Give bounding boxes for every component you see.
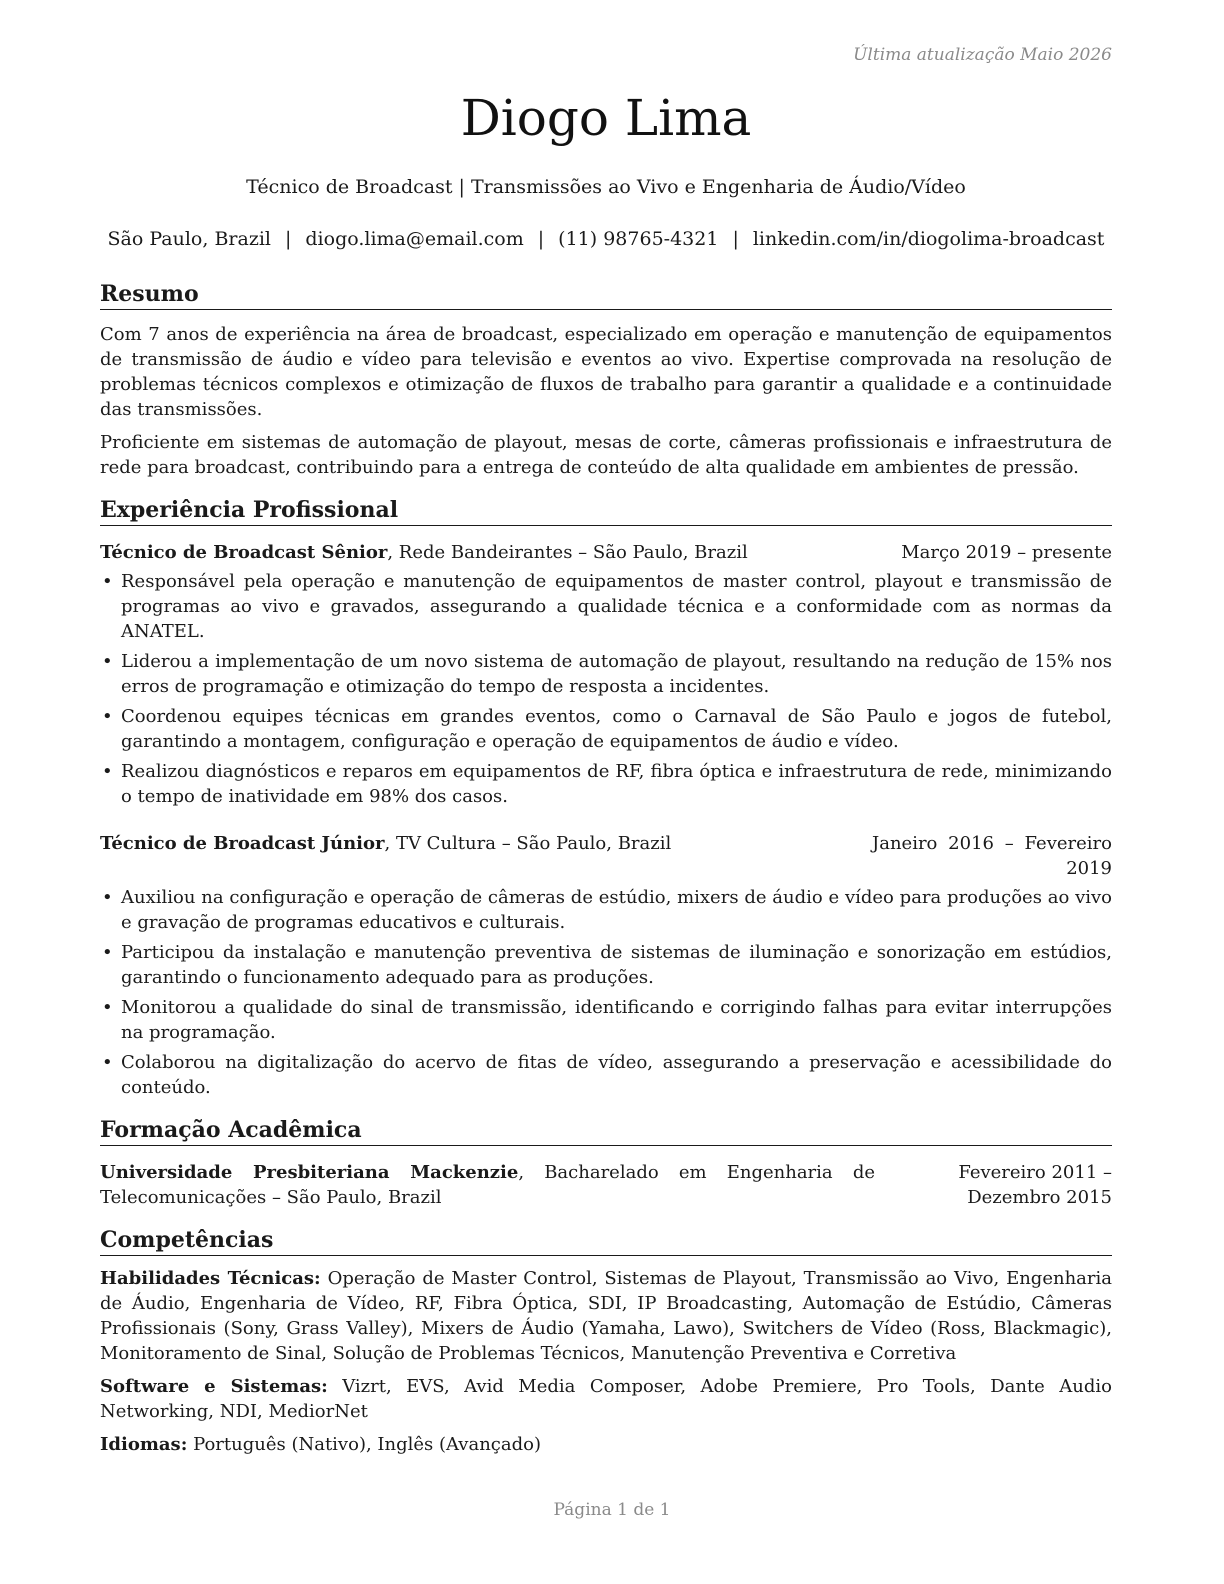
job-dates: Janeiro 2016 – Fevereiro 2019	[872, 833, 1112, 879]
bullet-icon: •	[102, 571, 113, 592]
contact-email[interactable]: diogo.lima@email.com	[305, 228, 524, 250]
resume-page	[100, 40, 1112, 1457]
job-header	[100, 831, 1112, 881]
bullet-icon: •	[102, 887, 113, 908]
job-bullets	[100, 569, 1112, 809]
skill-text: Português (Nativo), Inglês (Avançado)	[187, 1434, 541, 1455]
job-organization: , TV Cultura – São Paulo, Brazil	[384, 833, 672, 854]
education-dates: Fevereiro 2011 – Dezembro 2015	[958, 1162, 1112, 1208]
summary-section	[100, 280, 1112, 480]
skill-group	[100, 1432, 1112, 1457]
education-detail: , Bacharelado em Engenharia de Telecomunicações – São Paulo, Brazil	[100, 1162, 875, 1208]
job-bullet: • Coordenou equipes técnicas em grandes eventos, como o Carnaval de São Paulo e jogos de futebol, garantindo a montagem, configuração e operação de equipamentos de áudio e vídeo.	[102, 706, 1112, 752]
contact-location: São Paulo, Brazil	[107, 228, 271, 250]
skill-label: Idiomas:	[100, 1434, 188, 1455]
section-title-education: Formação Acadêmica	[100, 1116, 1112, 1146]
skill-text: Vizrt, EVS, Avid Media Composer, Adobe Premiere, Pro Tools, Dante Audio Networking, NDI, MediorNet	[100, 1376, 1112, 1422]
skill-group	[100, 1266, 1112, 1366]
summary-paragraph: Com 7 anos de experiência na área de broadcast, especializado em operação e manutenção de equipamentos de transmissão de áudio e vídeo para televisão e eventos ao vivo. Expertise comprovada na resolução de problemas técnicos complexos e otimização de fluxos de trabalho para garantir a qualidade e a continuidade das transmissões.	[100, 324, 1112, 420]
job-bullet: • Realizou diagnósticos e reparos em equipamentos de RF, fibra óptica e infraestrutura de rede, minimizando o tempo de inatividade em 98% dos casos.	[102, 761, 1112, 807]
education-school: Universidade Presbiteriana Mackenzie	[100, 1162, 519, 1183]
job-bullet: • Liderou a implementação de um novo sistema de automação de playout, resultando na redução de 15% nos erros de programação e otimização do tempo de resposta a incidentes.	[102, 651, 1112, 697]
job-bullet: • Colaborou na digitalização do acervo de fitas de vídeo, assegurando a preservação e acessibilidade do conteúdo.	[102, 1052, 1112, 1098]
job-bullets	[100, 885, 1112, 1100]
skill-group	[100, 1374, 1112, 1424]
skill-label: Habilidades Técnicas:	[100, 1268, 321, 1289]
job-bullet: • Participou da instalação e manutenção preventiva de sistemas de iluminação e sonorização em estúdios, garantindo o funcionamento adequado para as produções.	[102, 942, 1112, 988]
bullet-icon: •	[102, 651, 113, 672]
job-bullet: • Auxiliou na configuração e operação de câmeras de estúdio, mixers de áudio e vídeo para produções ao vivo e gravação de programas educativos e culturais.	[102, 887, 1112, 933]
bullet-icon: •	[102, 706, 113, 727]
bullet-icon: •	[102, 997, 113, 1018]
job-header	[100, 540, 1112, 565]
job-dates: Março 2019 – presente	[901, 542, 1112, 563]
bullet-icon: •	[102, 1052, 113, 1073]
education-entry	[100, 1160, 1112, 1210]
job-organization: , Rede Bandeirantes – São Paulo, Brazil	[387, 542, 748, 563]
job-role: Técnico de Broadcast Sênior	[100, 542, 388, 563]
contact-line	[100, 226, 1112, 252]
contact-separator: |	[732, 228, 739, 250]
job-bullet: • Monitorou a qualidade do sinal de transmissão, identificando e corrigindo falhas para evitar interrupções na programação.	[102, 997, 1112, 1043]
last-updated: Última atualização Maio 2026	[853, 45, 1112, 65]
experience-section	[100, 496, 1112, 1100]
skill-text: Operação de Master Control, Sistemas de Playout, Transmissão ao Vivo, Engenharia de Áudio, Engenharia de Vídeo, RF, Fibra Óptica, SDI, IP Broadcasting, Automação de Estúdio, Câmeras Profissionais (Sony, Grass Valley), Mixers de Áudio (Yamaha, Lawo), Switchers de Vídeo (Ross, Blackmagic), Monitoramento de Sinal, Solução de Problemas Técnicos, Manutenção Preventiva e Corretiva	[100, 1268, 1112, 1364]
headline: Técnico de Broadcast | Transmissões ao Vivo e Engenharia de Áudio/Vídeo	[246, 176, 966, 198]
job-entry	[100, 831, 1112, 1100]
section-title-skills: Competências	[100, 1226, 1112, 1256]
skill-label: Software e Sistemas:	[100, 1376, 328, 1397]
bullet-icon: •	[102, 942, 113, 963]
section-title-experience: Experiência Profissional	[100, 496, 1112, 526]
skills-section	[100, 1226, 1112, 1457]
section-title-summary: Resumo	[100, 280, 1112, 310]
bullet-icon: •	[102, 761, 113, 782]
job-entry	[100, 540, 1112, 809]
job-role: Técnico de Broadcast Júnior	[100, 833, 385, 854]
contact-phone: (11) 98765-4321	[558, 228, 719, 250]
job-bullet: • Responsável pela operação e manutenção de equipamentos de master control, playout e transmissão de programas ao vivo e gravados, assegurando a qualidade técnica e a conformidade com as normas da ANATEL.	[102, 571, 1112, 642]
page-number: Página 1 de 1	[553, 1500, 671, 1520]
contact-separator: |	[284, 228, 292, 250]
education-section	[100, 1116, 1112, 1210]
contact-linkedin[interactable]: linkedin.com/in/diogolima-broadcast	[752, 228, 1105, 250]
summary-paragraph: Proficiente em sistemas de automação de playout, mesas de corte, câmeras profissionais e infraestrutura de rede para broadcast, contribuindo para a entrega de conteúdo de alta qualidade em ambientes de pressão.	[100, 432, 1112, 478]
candidate-name: Diogo Lima	[460, 89, 752, 147]
contact-separator: |	[537, 228, 545, 250]
